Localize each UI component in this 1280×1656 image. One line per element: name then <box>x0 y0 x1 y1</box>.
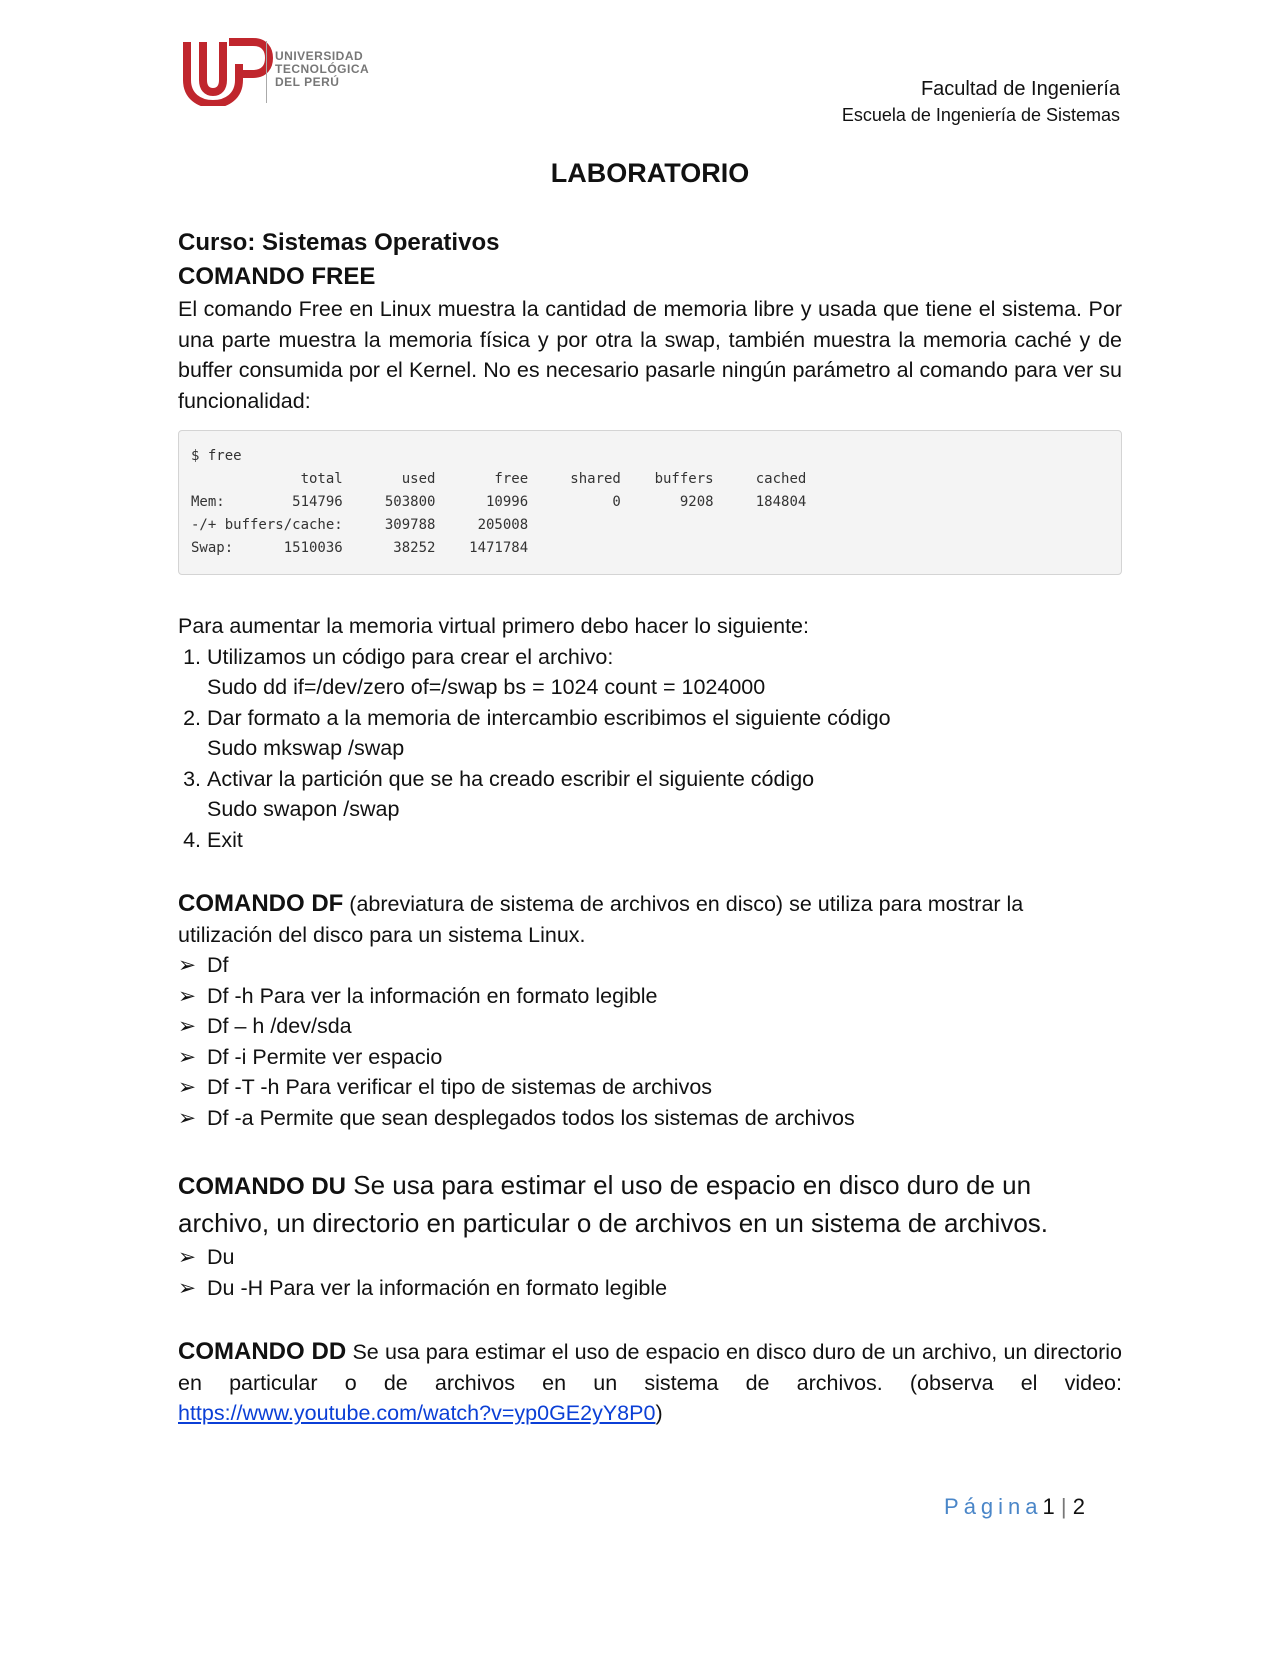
logo-divider <box>266 41 267 103</box>
page-title: LABORATORIO <box>550 158 750 188</box>
arrow-bullet-icon: ➢ <box>178 1044 197 1069</box>
swap-intro: Para aumentar la memoria virtual primero debo hacer lo siguiente: <box>178 614 809 638</box>
step-code: Sudo dd if=/dev/zero of=/swap bs = 1024 count = 1024000 <box>207 675 766 699</box>
df-paragraph <box>178 889 1122 950</box>
list-item-text: Du -H Para ver la información en formato legible <box>207 1275 668 1300</box>
page-word: Página <box>944 1494 1043 1519</box>
list-item <box>178 1242 1122 1273</box>
df-text: (abreviatura de sistema de archivos en disco) se utiliza para mostrar la utilización del disco para un sistema Linux. <box>178 892 1024 947</box>
arrow-bullet-icon: ➢ <box>178 1105 197 1130</box>
dd-heading: COMANDO DD <box>178 1338 347 1365</box>
list-item <box>178 1011 1122 1042</box>
dd-close-paren: ) <box>655 1401 663 1425</box>
free-code-block <box>178 430 1122 575</box>
dd-paragraph <box>178 1337 1122 1429</box>
step-label: Utilizamos un código para crear el archivo: <box>207 644 614 669</box>
list-item <box>207 764 1122 825</box>
code-line: Swap: 1510036 38252 1471784 <box>191 540 529 556</box>
du-paragraph <box>178 1167 1122 1242</box>
list-item <box>178 1103 1122 1134</box>
logo-line-3: DEL PERÚ <box>275 75 340 89</box>
step-label: Activar la partición que se ha creado escribir el siguiente código <box>207 766 815 791</box>
list-item <box>178 981 1122 1012</box>
list-item <box>178 1273 1122 1304</box>
list-item-text: Df – h /dev/sda <box>207 1014 352 1038</box>
step-label: Dar formato a la memoria de intercambio escribimos el siguiente código <box>207 705 891 730</box>
list-item-text: Du <box>207 1245 235 1269</box>
current-page-number: 1 <box>1042 1494 1055 1519</box>
free-heading: COMANDO FREE <box>178 263 376 290</box>
document-body <box>178 226 1122 1429</box>
df-options-list <box>178 950 1122 1133</box>
page-separator: | <box>1060 1494 1067 1519</box>
course-heading: Curso: Sistemas Operativos <box>178 229 500 256</box>
arrow-bullet-icon: ➢ <box>178 953 197 977</box>
list-item <box>207 642 1122 703</box>
step-code: Sudo swapon /swap <box>207 797 400 821</box>
df-heading: COMANDO DF <box>178 890 344 917</box>
code-line: Mem: 514796 503800 10996 0 9208 184804 <box>191 494 807 510</box>
code-line: -/+ buffers/cache: 309788 205008 <box>191 517 529 533</box>
code-line: total used free shared buffers cached <box>191 471 807 487</box>
arrow-bullet-icon: ➢ <box>178 1275 197 1300</box>
faculty-name: Facultad de Ingeniería <box>920 78 1120 100</box>
step-label: Exit <box>207 827 243 852</box>
list-item-text: Df -h Para ver la información en formato legible <box>207 983 658 1008</box>
school-name: Escuela de Ingeniería de Sistemas <box>841 105 1120 125</box>
free-paragraph: El comando Free en Linux muestra la cantidad de memoria libre y usada que tiene el sistema. Por una parte muestra la memoria física y por otra la swap, también muestra la memoria caché y de buffer consumida por el Kernel. No es necesario pasarle ningún parámetro al comando para ver su funcionalidad: <box>178 297 1122 413</box>
list-item <box>178 1072 1122 1103</box>
list-item-text: Df -i Permite ver espacio <box>207 1044 443 1069</box>
arrow-bullet-icon: ➢ <box>178 983 197 1008</box>
page-footer <box>944 1494 1085 1520</box>
dd-text: Se usa para estimar el uso de espacio en disco duro de un archivo, un directorio en particular o de archivos en un sistema de archivos. (observa el video: <box>178 1340 1122 1395</box>
logo-line-2: TECNOLÓGICA <box>275 62 370 76</box>
list-item <box>178 1042 1122 1073</box>
logo-line-1: UNIVERSIDAD <box>275 49 364 63</box>
list-item-text: Df -T -h Para verificar el tipo de sistemas de archivos <box>207 1075 713 1099</box>
arrow-bullet-icon: ➢ <box>178 1075 197 1099</box>
arrow-bullet-icon: ➢ <box>178 1014 197 1038</box>
list-item <box>178 950 1122 981</box>
list-item <box>207 825 1122 856</box>
youtube-video-link[interactable]: https://www.youtube.com/watch?v=yp0GE2yY8P0 <box>178 1401 656 1425</box>
header-info <box>842 76 1120 128</box>
step-code: Sudo mkswap /swap <box>207 736 405 760</box>
du-options-list <box>178 1242 1122 1303</box>
list-item-text: Df <box>207 953 229 977</box>
swap-steps-list <box>178 642 1122 856</box>
du-text: Se usa para estimar el uso de espacio en disco duro de un archivo, un directorio en particular o de archivos en un sistema de archivos. <box>178 1170 1048 1238</box>
arrow-bullet-icon: ➢ <box>178 1245 197 1269</box>
list-item-text: Df -a Permite que sean desplegados todos los sistemas de archivos <box>207 1105 855 1130</box>
total-pages: 2 <box>1072 1494 1085 1519</box>
du-heading: COMANDO DU <box>178 1173 346 1200</box>
list-item <box>207 703 1122 764</box>
code-line: $ free <box>191 448 242 464</box>
logo-text <box>275 50 369 89</box>
